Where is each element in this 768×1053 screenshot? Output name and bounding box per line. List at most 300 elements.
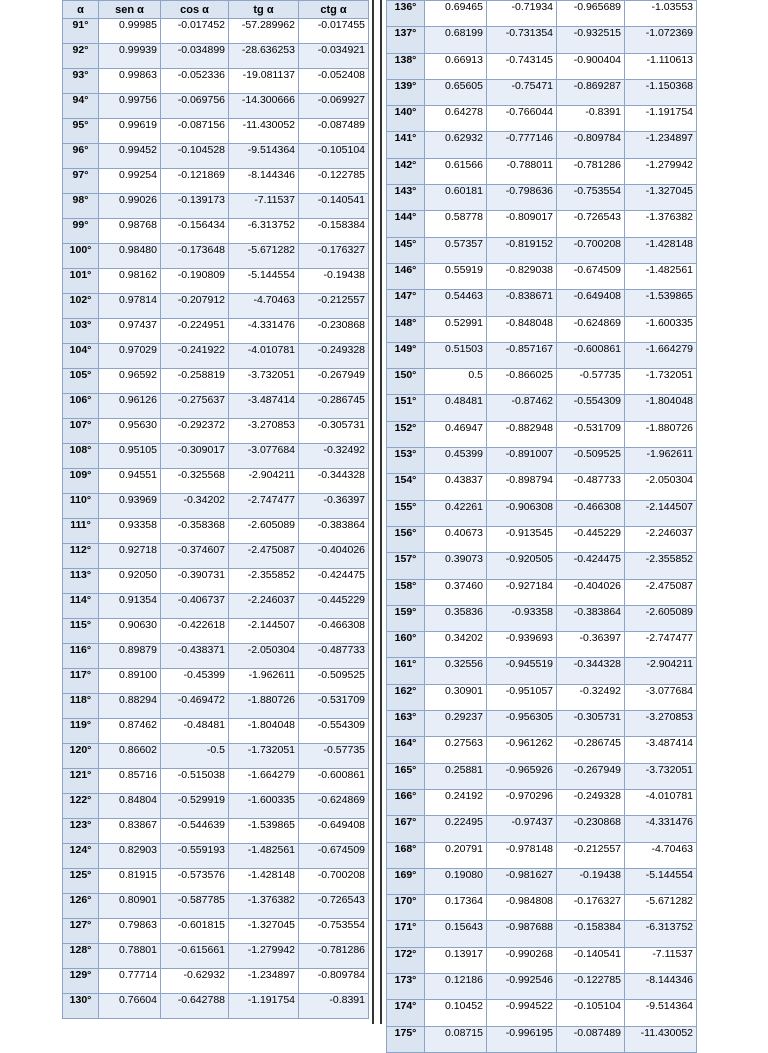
tan-cell: -0.212557 (557, 842, 625, 868)
tan-cell: -0.809784 (557, 132, 625, 158)
cos-cell: -0.087156 (161, 119, 229, 144)
sin-cell: 0.43837 (425, 474, 487, 500)
cot-cell: -1.804048 (625, 395, 697, 421)
cot-cell: -5.671282 (625, 895, 697, 921)
angle-cell: 143° (387, 185, 425, 211)
sin-cell: 0.64278 (425, 106, 487, 132)
angle-cell: 108° (63, 444, 99, 469)
cos-cell: -0.374607 (161, 544, 229, 569)
tan-cell: -9.514364 (229, 144, 299, 169)
table-row (387, 579, 697, 605)
sin-cell: 0.99756 (99, 94, 161, 119)
sin-cell: 0.15643 (425, 921, 487, 947)
cot-cell: -6.313752 (625, 921, 697, 947)
table-row (387, 632, 697, 658)
sin-cell: 0.24192 (425, 789, 487, 815)
table-row (387, 921, 697, 947)
table-row (387, 1026, 697, 1052)
cot-cell: -0.600861 (299, 769, 369, 794)
tan-cell: -3.732051 (229, 369, 299, 394)
angle-cell: 148° (387, 316, 425, 342)
cos-cell: -0.390731 (161, 569, 229, 594)
tan-cell: -0.466308 (557, 500, 625, 526)
cot-cell: -0.404026 (299, 544, 369, 569)
cot-cell: -8.144346 (625, 973, 697, 999)
cot-cell: -0.8391 (299, 994, 369, 1019)
table-row (63, 319, 369, 344)
sin-cell: 0.48481 (425, 395, 487, 421)
cos-cell: -0.469472 (161, 694, 229, 719)
cos-cell: -0.996195 (487, 1026, 557, 1052)
cot-cell: -0.649408 (299, 819, 369, 844)
sin-cell: 0.81915 (99, 869, 161, 894)
angle-cell: 145° (387, 237, 425, 263)
sin-cell: 0.96592 (99, 369, 161, 394)
angle-cell: 171° (387, 921, 425, 947)
table-row (387, 973, 697, 999)
cos-cell: -0.891007 (487, 448, 557, 474)
cos-cell: -0.515038 (161, 769, 229, 794)
angle-cell: 166° (387, 789, 425, 815)
cot-cell: -0.122785 (299, 169, 369, 194)
sin-cell: 0.94551 (99, 469, 161, 494)
angle-cell: 101° (63, 269, 99, 294)
table-row (63, 469, 369, 494)
angle-cell: 99° (63, 219, 99, 244)
tan-cell: -0.674509 (557, 263, 625, 289)
tan-cell: -0.554309 (557, 395, 625, 421)
sin-cell: 0.78801 (99, 944, 161, 969)
tan-cell: -0.900404 (557, 53, 625, 79)
sin-cell: 0.98768 (99, 219, 161, 244)
table-row (63, 419, 369, 444)
table-row (387, 947, 697, 973)
tan-cell: -0.230868 (557, 816, 625, 842)
sin-cell: 0.5 (425, 369, 487, 395)
sin-cell: 0.55919 (425, 263, 487, 289)
angle-cell: 115° (63, 619, 99, 644)
table-row (63, 744, 369, 769)
sin-cell: 0.27563 (425, 737, 487, 763)
sin-cell: 0.61566 (425, 158, 487, 184)
angle-cell: 144° (387, 211, 425, 237)
cot-cell: -0.344328 (299, 469, 369, 494)
cot-cell: -0.140541 (299, 194, 369, 219)
tan-cell: -2.050304 (229, 644, 299, 669)
cos-cell: -0.034899 (161, 44, 229, 69)
angle-cell: 93° (63, 69, 99, 94)
cot-cell: -1.962611 (625, 448, 697, 474)
cos-cell: -0.224951 (161, 319, 229, 344)
table-row (63, 394, 369, 419)
sin-cell: 0.52991 (425, 316, 487, 342)
table-row (63, 594, 369, 619)
sin-cell: 0.77714 (99, 969, 161, 994)
table-row (63, 219, 369, 244)
left-table-panel (62, 0, 368, 1024)
table-row (63, 969, 369, 994)
cos-cell: -0.788011 (487, 158, 557, 184)
cos-cell: -0.358368 (161, 519, 229, 544)
tan-cell: -1.482561 (229, 844, 299, 869)
cot-cell: -4.010781 (625, 789, 697, 815)
sin-cell: 0.96126 (99, 394, 161, 419)
cot-cell: -0.176327 (299, 244, 369, 269)
cot-cell: -0.212557 (299, 294, 369, 319)
cos-cell: -0.121869 (161, 169, 229, 194)
sin-cell: 0.95630 (99, 419, 161, 444)
angle-cell: 130° (63, 994, 99, 1019)
tan-cell: -0.267949 (557, 763, 625, 789)
cos-cell: -0.34202 (161, 494, 229, 519)
tan-cell: -8.144346 (229, 169, 299, 194)
cot-cell: -0.052408 (299, 69, 369, 94)
angle-cell: 92° (63, 44, 99, 69)
cot-cell: -0.57735 (299, 744, 369, 769)
cos-cell: -0.173648 (161, 244, 229, 269)
angle-cell: 100° (63, 244, 99, 269)
tan-cell: -0.424475 (557, 553, 625, 579)
tan-cell: -0.965689 (557, 1, 625, 27)
tan-cell: -0.36397 (557, 632, 625, 658)
table-row (63, 869, 369, 894)
sin-cell: 0.98480 (99, 244, 161, 269)
cot-cell: -1.03553 (625, 1, 697, 27)
tan-cell: -2.246037 (229, 594, 299, 619)
angle-cell: 103° (63, 319, 99, 344)
angle-cell: 96° (63, 144, 99, 169)
cot-cell: -0.017455 (299, 19, 369, 44)
angle-cell: 91° (63, 19, 99, 44)
table-row (387, 421, 697, 447)
cos-cell: -0.156434 (161, 219, 229, 244)
tan-cell: -1.234897 (229, 969, 299, 994)
cot-cell: -2.605089 (625, 605, 697, 631)
cot-cell: -1.234897 (625, 132, 697, 158)
table-body-right (387, 1, 697, 1053)
cos-cell: -0.970296 (487, 789, 557, 815)
cos-cell: -0.939693 (487, 632, 557, 658)
angle-cell: 120° (63, 744, 99, 769)
tan-cell: -1.279942 (229, 944, 299, 969)
table-row (63, 794, 369, 819)
angle-cell: 147° (387, 290, 425, 316)
sin-cell: 0.97029 (99, 344, 161, 369)
cot-cell: -7.11537 (625, 947, 697, 973)
table-row (387, 158, 697, 184)
tan-cell: -0.600861 (557, 342, 625, 368)
angle-cell: 162° (387, 684, 425, 710)
table-row (63, 344, 369, 369)
cot-cell: -9.514364 (625, 1000, 697, 1026)
angle-cell: 167° (387, 816, 425, 842)
tan-cell: -2.747477 (229, 494, 299, 519)
angle-cell: 141° (387, 132, 425, 158)
angle-cell: 104° (63, 344, 99, 369)
table-row (63, 844, 369, 869)
tan-cell: -1.664279 (229, 769, 299, 794)
tan-cell: -0.8391 (557, 106, 625, 132)
tan-cell: -0.531709 (557, 421, 625, 447)
cos-cell: -0.951057 (487, 684, 557, 710)
cot-cell: -0.087489 (299, 119, 369, 144)
sin-cell: 0.25881 (425, 763, 487, 789)
cot-cell: -0.36397 (299, 494, 369, 519)
table-row (387, 868, 697, 894)
table-row (63, 94, 369, 119)
cos-cell: -0.573576 (161, 869, 229, 894)
sin-cell: 0.17364 (425, 895, 487, 921)
cot-cell: -1.482561 (625, 263, 697, 289)
angle-cell: 106° (63, 394, 99, 419)
cos-cell: -0.75471 (487, 79, 557, 105)
cos-cell: -0.642788 (161, 994, 229, 1019)
sin-cell: 0.42261 (425, 500, 487, 526)
tan-cell: -1.376382 (229, 894, 299, 919)
table-row (63, 269, 369, 294)
tan-cell: -0.649408 (557, 290, 625, 316)
sin-cell: 0.98162 (99, 269, 161, 294)
cos-cell: -0.956305 (487, 711, 557, 737)
cot-cell: -0.624869 (299, 794, 369, 819)
tan-cell: -0.158384 (557, 921, 625, 947)
tan-cell: -1.600335 (229, 794, 299, 819)
cos-cell: -0.994522 (487, 1000, 557, 1026)
cos-cell: -0.906308 (487, 500, 557, 526)
sin-cell: 0.89879 (99, 644, 161, 669)
tan-cell: -3.077684 (229, 444, 299, 469)
cos-cell: -0.292372 (161, 419, 229, 444)
cot-cell: -1.279942 (625, 158, 697, 184)
cos-cell: -0.325568 (161, 469, 229, 494)
cot-cell: -11.430052 (625, 1026, 697, 1052)
table-row (387, 553, 697, 579)
angle-cell: 175° (387, 1026, 425, 1052)
table-row (387, 684, 697, 710)
angle-cell: 154° (387, 474, 425, 500)
angle-cell: 150° (387, 369, 425, 395)
cot-cell: -1.110613 (625, 53, 697, 79)
cos-cell: -0.309017 (161, 444, 229, 469)
cos-cell: -0.241922 (161, 344, 229, 369)
table-row (387, 290, 697, 316)
tan-cell: -0.176327 (557, 895, 625, 921)
cos-cell: -0.544639 (161, 819, 229, 844)
table-row (387, 395, 697, 421)
sin-cell: 0.10452 (425, 1000, 487, 1026)
table-row (387, 842, 697, 868)
angle-cell: 97° (63, 169, 99, 194)
table-row (63, 619, 369, 644)
angle-cell: 163° (387, 711, 425, 737)
angle-cell: 124° (63, 844, 99, 869)
table-row (63, 544, 369, 569)
sin-cell: 0.99863 (99, 69, 161, 94)
cot-cell: -2.246037 (625, 526, 697, 552)
cos-cell: -0.559193 (161, 844, 229, 869)
cot-cell: -2.475087 (625, 579, 697, 605)
trig-table-right (386, 0, 697, 1053)
cos-cell: -0.984808 (487, 895, 557, 921)
tan-cell: -0.932515 (557, 27, 625, 53)
cos-cell: -0.829038 (487, 263, 557, 289)
cos-cell: -0.017452 (161, 19, 229, 44)
cos-cell: -0.139173 (161, 194, 229, 219)
table-row (63, 919, 369, 944)
cot-cell: -0.286745 (299, 394, 369, 419)
table-row (387, 763, 697, 789)
cot-cell: -1.072369 (625, 27, 697, 53)
angle-cell: 165° (387, 763, 425, 789)
table-row (387, 605, 697, 631)
cot-cell: -0.487733 (299, 644, 369, 669)
cot-cell: -1.428148 (625, 237, 697, 263)
tan-cell: -0.249328 (557, 789, 625, 815)
table-row (387, 369, 697, 395)
cot-cell: -3.487414 (625, 737, 697, 763)
tan-cell: -0.869287 (557, 79, 625, 105)
sin-cell: 0.57357 (425, 237, 487, 263)
table-row (63, 169, 369, 194)
sin-cell: 0.34202 (425, 632, 487, 658)
cos-cell: -0.97437 (487, 816, 557, 842)
sin-cell: 0.76604 (99, 994, 161, 1019)
table-row (387, 211, 697, 237)
angle-cell: 116° (63, 644, 99, 669)
tan-cell: -0.32492 (557, 684, 625, 710)
tan-cell: -1.428148 (229, 869, 299, 894)
sin-cell: 0.99619 (99, 119, 161, 144)
sin-cell: 0.83867 (99, 819, 161, 844)
angle-cell: 173° (387, 973, 425, 999)
cos-cell: -0.587785 (161, 894, 229, 919)
cos-cell: -0.052336 (161, 69, 229, 94)
cot-cell: -2.050304 (625, 474, 697, 500)
table-row (63, 894, 369, 919)
sin-cell: 0.32556 (425, 658, 487, 684)
cot-cell: -1.327045 (625, 185, 697, 211)
sin-cell: 0.39073 (425, 553, 487, 579)
cot-cell: -3.077684 (625, 684, 697, 710)
cos-cell: -0.819152 (487, 237, 557, 263)
cos-cell: -0.615661 (161, 944, 229, 969)
table-row (63, 144, 369, 169)
angle-cell: 113° (63, 569, 99, 594)
table-row (387, 263, 697, 289)
sin-cell: 0.40673 (425, 526, 487, 552)
tan-cell: -1.327045 (229, 919, 299, 944)
tan-cell: -0.726543 (557, 211, 625, 237)
sin-cell: 0.92718 (99, 544, 161, 569)
cot-cell: -2.904211 (625, 658, 697, 684)
table-row (387, 79, 697, 105)
cot-cell: -0.158384 (299, 219, 369, 244)
tan-cell: -4.010781 (229, 344, 299, 369)
sin-cell: 0.66913 (425, 53, 487, 79)
tan-cell: -0.140541 (557, 947, 625, 973)
angle-cell: 105° (63, 369, 99, 394)
tan-cell: -0.344328 (557, 658, 625, 684)
angle-cell: 129° (63, 969, 99, 994)
tan-cell: -0.087489 (557, 1026, 625, 1052)
tan-cell: -28.636253 (229, 44, 299, 69)
angle-cell: 122° (63, 794, 99, 819)
tan-cell: -14.300666 (229, 94, 299, 119)
sin-cell: 0.69465 (425, 1, 487, 27)
cot-cell: -0.753554 (299, 919, 369, 944)
sin-cell: 0.37460 (425, 579, 487, 605)
angle-cell: 155° (387, 500, 425, 526)
tan-cell: -7.11537 (229, 194, 299, 219)
sin-cell: 0.86602 (99, 744, 161, 769)
table-row (63, 369, 369, 394)
cot-cell: -2.144507 (625, 500, 697, 526)
table-row (63, 444, 369, 469)
cos-cell: -0.069756 (161, 94, 229, 119)
cos-cell: -0.866025 (487, 369, 557, 395)
angle-cell: 107° (63, 419, 99, 444)
cot-cell: -0.249328 (299, 344, 369, 369)
cot-cell: -0.069927 (299, 94, 369, 119)
sin-cell: 0.58778 (425, 211, 487, 237)
sin-cell: 0.54463 (425, 290, 487, 316)
cos-cell: -0.777146 (487, 132, 557, 158)
angle-cell: 94° (63, 94, 99, 119)
cot-cell: -1.664279 (625, 342, 697, 368)
cos-cell: -0.71934 (487, 1, 557, 27)
cos-cell: -0.981627 (487, 868, 557, 894)
cot-cell: -3.732051 (625, 763, 697, 789)
cos-cell: -0.48481 (161, 719, 229, 744)
table-row (387, 1, 697, 27)
table-row (387, 53, 697, 79)
table-header-row (63, 1, 369, 19)
tan-cell: -3.270853 (229, 419, 299, 444)
cot-cell: -3.270853 (625, 711, 697, 737)
angle-cell: 126° (63, 894, 99, 919)
angle-cell: 157° (387, 553, 425, 579)
cos-cell: -0.207912 (161, 294, 229, 319)
cos-cell: -0.965926 (487, 763, 557, 789)
cos-cell: -0.62932 (161, 969, 229, 994)
tan-cell: -0.383864 (557, 605, 625, 631)
angle-cell: 142° (387, 158, 425, 184)
cot-cell: -0.230868 (299, 319, 369, 344)
angle-cell: 169° (387, 868, 425, 894)
cos-cell: -0.857167 (487, 342, 557, 368)
cot-cell: -1.732051 (625, 369, 697, 395)
sin-cell: 0.30901 (425, 684, 487, 710)
tan-cell: -0.404026 (557, 579, 625, 605)
cot-cell: -1.376382 (625, 211, 697, 237)
cot-cell: -0.305731 (299, 419, 369, 444)
cot-cell: -0.554309 (299, 719, 369, 744)
cos-cell: -0.913545 (487, 526, 557, 552)
tan-cell: -2.904211 (229, 469, 299, 494)
tan-cell: -0.753554 (557, 185, 625, 211)
sin-cell: 0.97437 (99, 319, 161, 344)
cos-cell: -0.766044 (487, 106, 557, 132)
angle-cell: 140° (387, 106, 425, 132)
cos-cell: -0.438371 (161, 644, 229, 669)
sin-cell: 0.99254 (99, 169, 161, 194)
sin-cell: 0.19080 (425, 868, 487, 894)
angle-cell: 137° (387, 27, 425, 53)
cos-cell: -0.838671 (487, 290, 557, 316)
table-row (387, 342, 697, 368)
angle-cell: 121° (63, 769, 99, 794)
cot-cell: -0.466308 (299, 619, 369, 644)
